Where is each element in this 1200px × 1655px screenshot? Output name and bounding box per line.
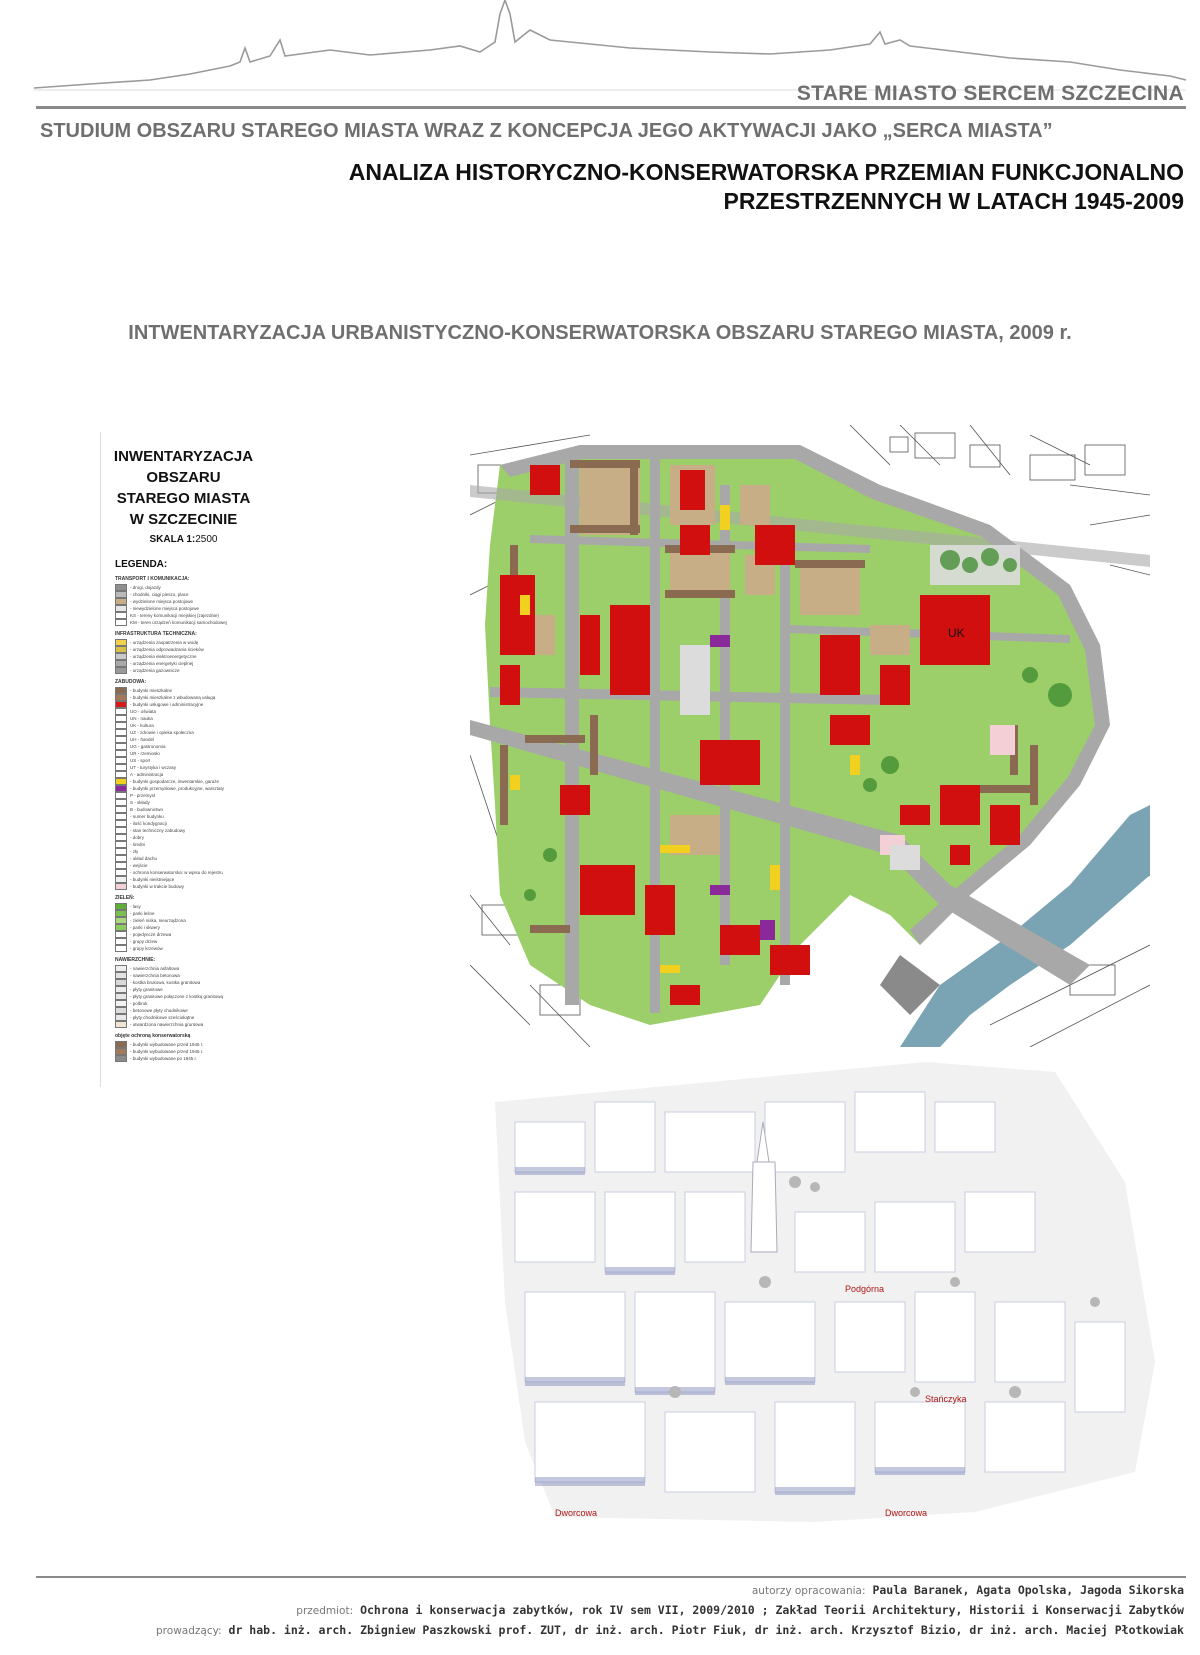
legend-item bbox=[115, 945, 266, 952]
legend-item-label: - budynki wybudowane przed 1945 r. bbox=[130, 1049, 204, 1054]
legend-item-label: B - budownictwo bbox=[130, 807, 164, 812]
legend-item bbox=[115, 764, 266, 771]
legend-item bbox=[115, 910, 266, 917]
legend-item-label: P - przemysł bbox=[130, 793, 155, 798]
legend-item bbox=[115, 938, 266, 945]
legend-item bbox=[115, 1007, 266, 1014]
legend-item bbox=[115, 736, 266, 743]
project-tagline: STARE MIASTO SERCEM SZCZECINA bbox=[796, 82, 1184, 105]
legend-group-title: ZABUDOWA: bbox=[115, 679, 147, 685]
legend-item bbox=[115, 708, 266, 715]
legend-swatch bbox=[115, 660, 127, 667]
legend-item-label: - zły bbox=[130, 849, 139, 854]
legend-swatch bbox=[115, 639, 127, 646]
legend-item bbox=[115, 799, 266, 806]
legend-item-label: - lasy bbox=[130, 904, 141, 909]
legend-swatch bbox=[115, 979, 127, 986]
legend-swatch bbox=[115, 813, 127, 820]
legend-item bbox=[115, 771, 266, 778]
legend-item bbox=[115, 660, 266, 667]
legend-swatch bbox=[115, 924, 127, 931]
header-rule-top bbox=[36, 106, 1186, 109]
legend-item-label: - numer budynku bbox=[130, 814, 164, 819]
legend-item bbox=[115, 591, 266, 598]
legend-swatch bbox=[115, 605, 127, 612]
legend-item-label: - budynki nieistniejące bbox=[130, 877, 175, 882]
legend-swatch bbox=[115, 986, 127, 993]
legend-item bbox=[115, 1014, 266, 1021]
legend-swatch bbox=[115, 806, 127, 813]
legend-swatch bbox=[115, 750, 127, 757]
legend-item bbox=[115, 694, 266, 701]
legend-swatch bbox=[115, 694, 127, 701]
legend-item bbox=[115, 841, 266, 848]
legend-item bbox=[115, 687, 266, 694]
legend-item-label: US - sport bbox=[130, 758, 151, 763]
legend-item-label: - grupy krzewów bbox=[130, 946, 163, 951]
legend-item-label: - wejście bbox=[130, 863, 148, 868]
legend-swatch bbox=[115, 764, 127, 771]
legend-item-label: - chodniki, ciągi pieszo, place bbox=[130, 592, 189, 597]
legend-swatch bbox=[115, 972, 127, 979]
legend-swatch bbox=[115, 701, 127, 708]
legend-swatch bbox=[115, 729, 127, 736]
legend-item bbox=[115, 785, 266, 792]
legend-group-title: TRANSPORT I KOMUNIKACJA: bbox=[115, 576, 190, 582]
legend-title-line: W SZCZECINIE bbox=[129, 511, 238, 528]
legend-item bbox=[115, 722, 266, 729]
legend-item-label: - pojedyncze drzewa bbox=[130, 932, 172, 937]
legend-swatch bbox=[115, 965, 127, 972]
legend-groups bbox=[101, 576, 266, 1062]
legend-item bbox=[115, 903, 266, 910]
scale-value: 2500 bbox=[195, 534, 218, 545]
map-legend bbox=[100, 432, 266, 1087]
main-title-line-2: PRZESTRZENNYCH W LATACH 1945-2009 bbox=[723, 188, 1184, 214]
legend-swatch bbox=[115, 743, 127, 750]
legend-swatch bbox=[115, 855, 127, 862]
legend-item bbox=[115, 729, 266, 736]
legend-swatch bbox=[115, 1021, 127, 1028]
leaders-line bbox=[156, 1623, 1184, 1637]
legend-swatch bbox=[115, 931, 127, 938]
legend-item bbox=[115, 917, 266, 924]
authors-value: Paula Baranek, Agata Opolska, Jagoda Sikorska bbox=[872, 1583, 1184, 1597]
legend-item bbox=[115, 619, 266, 626]
legend-item-label: KM - teren urządzeń komunikacji samochodowej bbox=[130, 620, 227, 625]
legend-swatch bbox=[115, 1007, 127, 1014]
legend-item bbox=[115, 792, 266, 799]
legend-swatch bbox=[115, 848, 127, 855]
legend-item-label: UO - oświata bbox=[130, 709, 157, 714]
legend-item bbox=[115, 1055, 266, 1062]
legend-item-label: - płyty granitowe połączone z kostką granitową bbox=[130, 994, 224, 999]
legend-item-label: - wydzielone miejsca postojowe bbox=[130, 599, 194, 604]
legend-item-label: UN - nauka bbox=[130, 716, 153, 721]
legend-item bbox=[115, 883, 266, 890]
legend-swatch bbox=[115, 820, 127, 827]
legend-swatch bbox=[115, 619, 127, 626]
legend-item-label: - urządzenia energetyki cieplnej bbox=[130, 661, 194, 666]
legend-swatch bbox=[115, 993, 127, 1000]
legend-item bbox=[115, 612, 266, 619]
legend-note: objęte ochroną konserwatorską bbox=[115, 1033, 191, 1039]
legend-swatch bbox=[115, 598, 127, 605]
legend-item-label: UK - kultura bbox=[130, 723, 154, 728]
old-town-3d-model bbox=[495, 1062, 1155, 1532]
street-label: Dworcowa bbox=[885, 1508, 928, 1518]
legend-item bbox=[115, 848, 266, 855]
legend-swatch bbox=[115, 834, 127, 841]
legend-item bbox=[115, 1041, 266, 1048]
legend-swatch bbox=[115, 722, 127, 729]
legend-swatch bbox=[115, 1000, 127, 1007]
legend-item-label: - nawierzchnia betonowa bbox=[130, 973, 180, 978]
scale-label: SKALA 1: bbox=[149, 534, 196, 545]
legend-item bbox=[115, 1000, 266, 1007]
legend-swatch bbox=[115, 792, 127, 799]
legend-title-line: STAREGO MIASTA bbox=[116, 490, 251, 507]
legend-item-label: - grupy drzew bbox=[130, 939, 158, 944]
legend-swatch bbox=[115, 785, 127, 792]
street-label: Dworcowa bbox=[555, 1508, 598, 1518]
street-label: Stańczyka bbox=[925, 1394, 967, 1404]
legend-item-label: - urządzenia elektroenergetyczne bbox=[130, 654, 197, 659]
main-title bbox=[184, 158, 1184, 216]
legend-item-label: - budynki mieszkalne bbox=[130, 688, 173, 693]
legend-swatch bbox=[115, 687, 127, 694]
legend-item bbox=[115, 806, 266, 813]
legend-item-label: KS - tereny komunikacji miejskiej (zajezdnie) bbox=[130, 613, 220, 618]
legend-swatch bbox=[115, 862, 127, 869]
legend-item bbox=[115, 813, 266, 820]
legend-group-title: ZIELEŃ: bbox=[115, 895, 135, 901]
legend-swatch bbox=[115, 945, 127, 952]
legend-swatch bbox=[115, 1055, 127, 1062]
legend-swatch bbox=[115, 910, 127, 917]
legend-title-line: INWENTARYZACJA bbox=[113, 448, 254, 465]
legend-group-title: NAWIERZCHNIE: bbox=[115, 957, 156, 963]
legend-item-label: - budynki przemysłowe, produkcyjne, warsztaty bbox=[130, 786, 225, 791]
legend-item-label: - urządzenia zaopatrzenia w wodę bbox=[130, 640, 199, 645]
legend-item bbox=[115, 778, 266, 785]
legend-swatch bbox=[115, 778, 127, 785]
legend-item bbox=[115, 862, 266, 869]
legend-item bbox=[115, 743, 266, 750]
legend-item-label: - płyty granitowe bbox=[130, 987, 163, 992]
legend-item bbox=[115, 827, 266, 834]
legend-item-label: - kostka brukowa, kostka granitowa bbox=[130, 980, 201, 985]
legend-item-label: - ochrona konserwatorska: w wpisu do rejestru bbox=[130, 870, 223, 875]
legend-item-label: UZ - zdrowie i opieka społeczna bbox=[130, 730, 194, 735]
legend-item-label: - urządzenia odprowadzania ścieków bbox=[130, 647, 204, 652]
legend-item bbox=[115, 757, 266, 764]
legend-item bbox=[115, 986, 266, 993]
legend-item bbox=[115, 965, 266, 972]
legend-item bbox=[115, 715, 266, 722]
study-title: STUDIUM OBSZARU STAREGO MIASTA WRAZ Z KONCEPCJA JEGO AKTYWACJI JAKO „SERCA MIASTA” bbox=[40, 120, 1053, 142]
legend-swatch bbox=[115, 869, 127, 876]
legend-swatch bbox=[115, 612, 127, 619]
legend-item bbox=[115, 979, 266, 986]
legend-swatch bbox=[115, 876, 127, 883]
legend-item bbox=[115, 855, 266, 862]
legend-swatch bbox=[115, 771, 127, 778]
street-label: Podgórna bbox=[845, 1284, 885, 1294]
legend-item bbox=[115, 646, 266, 653]
legend-swatch bbox=[115, 591, 127, 598]
legend-item-label: - urządzenia gazownicze bbox=[130, 668, 180, 673]
legend-item bbox=[115, 750, 266, 757]
legend-item-label: - budynki wybudowane po 1945 r. bbox=[130, 1056, 198, 1061]
legend-swatch bbox=[115, 903, 127, 910]
uk-building-label: UK bbox=[948, 626, 965, 640]
legend-scale bbox=[101, 534, 266, 545]
legend-item-label: UH - handel bbox=[130, 737, 155, 742]
subject-value: Ochrona i konserwacja zabytków, rok IV sem VII, 2009/2010 ; Zakład Teorii Architektury, Historii i Konserwacji Zabytków bbox=[360, 1603, 1184, 1617]
legend-heading: LEGENDA: bbox=[115, 559, 168, 570]
legend-item bbox=[115, 834, 266, 841]
legend-swatch bbox=[115, 715, 127, 722]
legend-swatch bbox=[115, 827, 127, 834]
legend-item-label: - płyty chodnikowe sześciokątne bbox=[130, 1015, 195, 1020]
legend-swatch bbox=[115, 736, 127, 743]
leaders-key: prowadzący: bbox=[156, 1625, 222, 1637]
legend-item-label: UG - gastronomia bbox=[130, 744, 166, 749]
legend-swatch bbox=[115, 883, 127, 890]
legend-item bbox=[115, 701, 266, 708]
legend-item-label: UR - rzemiosło bbox=[130, 751, 160, 756]
legend-item-label: A - administracja bbox=[130, 772, 164, 777]
legend-swatch bbox=[115, 653, 127, 660]
legend-item-label: - ilość kondygnacji bbox=[130, 821, 167, 826]
legend-item bbox=[115, 605, 266, 612]
legend-item-label: - zieleń niska, nieurządzona bbox=[130, 918, 186, 923]
legend-swatch bbox=[115, 1041, 127, 1048]
legend-item-label: - parki leśne bbox=[130, 911, 155, 916]
legend-swatch bbox=[115, 1014, 127, 1021]
legend-title-line: OBSZARU bbox=[146, 469, 221, 486]
legend-swatch bbox=[115, 708, 127, 715]
legend-item-label: - budynki w trakcie budowy bbox=[130, 884, 185, 889]
legend-item bbox=[115, 584, 266, 591]
main-title-line-1: ANALIZA HISTORYCZNO-KONSERWATORSKA PRZEMIAN FUNKCJONALNO bbox=[348, 159, 1184, 185]
legend-item bbox=[115, 639, 266, 646]
legend-item bbox=[115, 993, 266, 1000]
legend-item bbox=[115, 598, 266, 605]
legend-item-label: - polbruk bbox=[130, 1001, 148, 1006]
legend-item-label: - stan techniczny zabudowy bbox=[130, 828, 186, 833]
footer-rule bbox=[36, 1576, 1186, 1578]
leaders-value: dr hab. inż. arch. Zbigniew Paszkowski prof. ZUT, dr inż. arch. Piotr Fiuk, dr inż. arch. Krzysztof Bizio, dr inż. arch. Maciej Płotkowiak bbox=[228, 1623, 1184, 1637]
authors-key: autorzy opracowania: bbox=[751, 1585, 866, 1597]
legend-item bbox=[115, 653, 266, 660]
legend-swatch bbox=[115, 667, 127, 674]
legend-item bbox=[115, 876, 266, 883]
legend-item-label: - utwardzona nawierzchnia gruntowa bbox=[130, 1022, 204, 1027]
legend-swatch bbox=[115, 799, 127, 806]
legend-item-label: - układ dachu bbox=[130, 856, 158, 861]
inventory-subtitle: INTWENTARYZACJA URBANISTYCZNO-KONSERWATORSKA OBSZARU STAREGO MIASTA, 2009 r. bbox=[128, 322, 1072, 344]
legend-item bbox=[115, 931, 266, 938]
subject-key: przedmiot: bbox=[296, 1605, 354, 1617]
legend-item-label: - drogi, dojazdy bbox=[130, 585, 161, 590]
legend-item-label: - betonowe płyty chodnikowe bbox=[130, 1008, 188, 1013]
legend-item bbox=[115, 869, 266, 876]
land-use-map bbox=[470, 425, 1150, 1047]
legend-item-label: - budynki wybudowane przed 1945 r. bbox=[130, 1042, 204, 1047]
subject-line bbox=[296, 1603, 1184, 1617]
legend-item-label: - budynki mieszkalne z wbudowaną usługą bbox=[130, 695, 216, 700]
legend-item-label: - budynki usługowe i administracyjne bbox=[130, 702, 204, 707]
authors-line bbox=[752, 1583, 1184, 1597]
legend-item bbox=[115, 820, 266, 827]
legend-item-label: - dobry bbox=[130, 835, 145, 840]
legend-item-label: UT - turystyka i wczasy bbox=[130, 765, 177, 770]
legend-item bbox=[115, 1021, 266, 1028]
legend-swatch bbox=[115, 1048, 127, 1055]
legend-item bbox=[115, 972, 266, 979]
legend-swatch bbox=[115, 917, 127, 924]
legend-item bbox=[115, 667, 266, 674]
legend-title bbox=[101, 446, 266, 530]
legend-swatch bbox=[115, 646, 127, 653]
legend-item-label: - nawierzchnia asfaltowa bbox=[130, 966, 180, 971]
legend-group-title: INFRASTRUKTURA TECHNICZNA: bbox=[115, 631, 197, 637]
legend-item bbox=[115, 924, 266, 931]
legend-item-label: - budynki gospodarcze, inwentarskie, garaże bbox=[130, 779, 220, 784]
legend-swatch bbox=[115, 938, 127, 945]
legend-item-label: S - składy bbox=[130, 800, 150, 805]
legend-item-label: - parki i skwery bbox=[130, 925, 161, 930]
legend-swatch bbox=[115, 841, 127, 848]
legend-swatch bbox=[115, 757, 127, 764]
legend-item-label: - średni bbox=[130, 842, 146, 847]
legend-item bbox=[115, 1048, 266, 1055]
legend-swatch bbox=[115, 584, 127, 591]
legend-item-label: - niewydzielone miejsca postojowe bbox=[130, 606, 200, 611]
